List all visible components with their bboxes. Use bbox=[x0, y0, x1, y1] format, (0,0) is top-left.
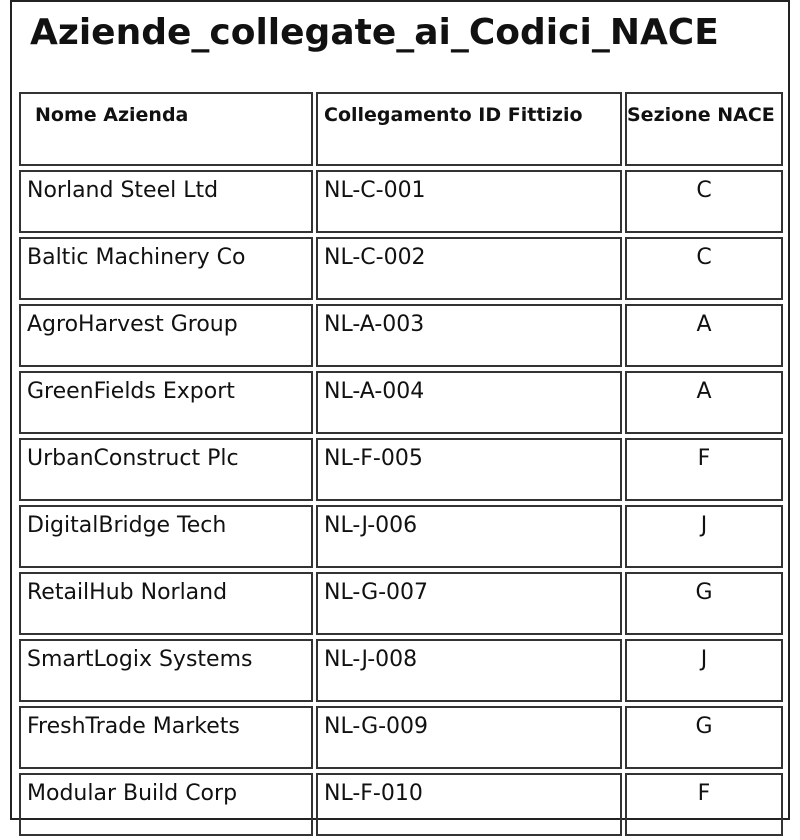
company-id-cell: NL-C-002 bbox=[316, 237, 622, 300]
company-id-cell: NL-A-003 bbox=[316, 304, 622, 367]
table-row bbox=[19, 639, 783, 702]
companies-table bbox=[16, 88, 786, 840]
nace-section-cell: J bbox=[625, 505, 783, 568]
nace-section-cell: C bbox=[625, 170, 783, 233]
table-header-row bbox=[19, 92, 783, 166]
company-name-cell: GreenFields Export bbox=[19, 371, 313, 434]
nace-section-cell: G bbox=[625, 572, 783, 635]
company-name-cell: SmartLogix Systems bbox=[19, 639, 313, 702]
nace-section-cell: A bbox=[625, 304, 783, 367]
company-name-cell: FreshTrade Markets bbox=[19, 706, 313, 769]
table-row bbox=[19, 304, 783, 367]
nace-section-cell: J bbox=[625, 639, 783, 702]
company-id-cell: NL-F-005 bbox=[316, 438, 622, 501]
company-name-cell: Modular Build Corp bbox=[19, 773, 313, 836]
company-id-cell: NL-J-006 bbox=[316, 505, 622, 568]
column-header-id: Collegamento ID Fittizio bbox=[316, 92, 622, 166]
table-row bbox=[19, 505, 783, 568]
company-id-cell: NL-G-009 bbox=[316, 706, 622, 769]
company-name-cell: Norland Steel Ltd bbox=[19, 170, 313, 233]
table-row bbox=[19, 706, 783, 769]
column-header-nace: Sezione NACE bbox=[625, 92, 783, 166]
company-name-cell: AgroHarvest Group bbox=[19, 304, 313, 367]
nace-section-cell: F bbox=[625, 438, 783, 501]
company-id-cell: NL-G-007 bbox=[316, 572, 622, 635]
company-name-cell: DigitalBridge Tech bbox=[19, 505, 313, 568]
nace-section-cell: F bbox=[625, 773, 783, 836]
table-row bbox=[19, 237, 783, 300]
table-row bbox=[19, 773, 783, 836]
company-id-cell: NL-A-004 bbox=[316, 371, 622, 434]
column-header-name: Nome Azienda bbox=[19, 92, 313, 166]
company-name-cell: Baltic Machinery Co bbox=[19, 237, 313, 300]
table-row bbox=[19, 438, 783, 501]
company-name-cell: RetailHub Norland bbox=[19, 572, 313, 635]
nace-section-cell: C bbox=[625, 237, 783, 300]
table-row bbox=[19, 170, 783, 233]
table-row bbox=[19, 371, 783, 434]
document-title: Aziende_collegate_ai_Codici_NACE bbox=[30, 12, 719, 53]
company-name-cell: UrbanConstruct Plc bbox=[19, 438, 313, 501]
table-row bbox=[19, 572, 783, 635]
company-id-cell: NL-J-008 bbox=[316, 639, 622, 702]
company-id-cell: NL-C-001 bbox=[316, 170, 622, 233]
nace-section-cell: G bbox=[625, 706, 783, 769]
nace-section-cell: A bbox=[625, 371, 783, 434]
company-id-cell: NL-F-010 bbox=[316, 773, 622, 836]
